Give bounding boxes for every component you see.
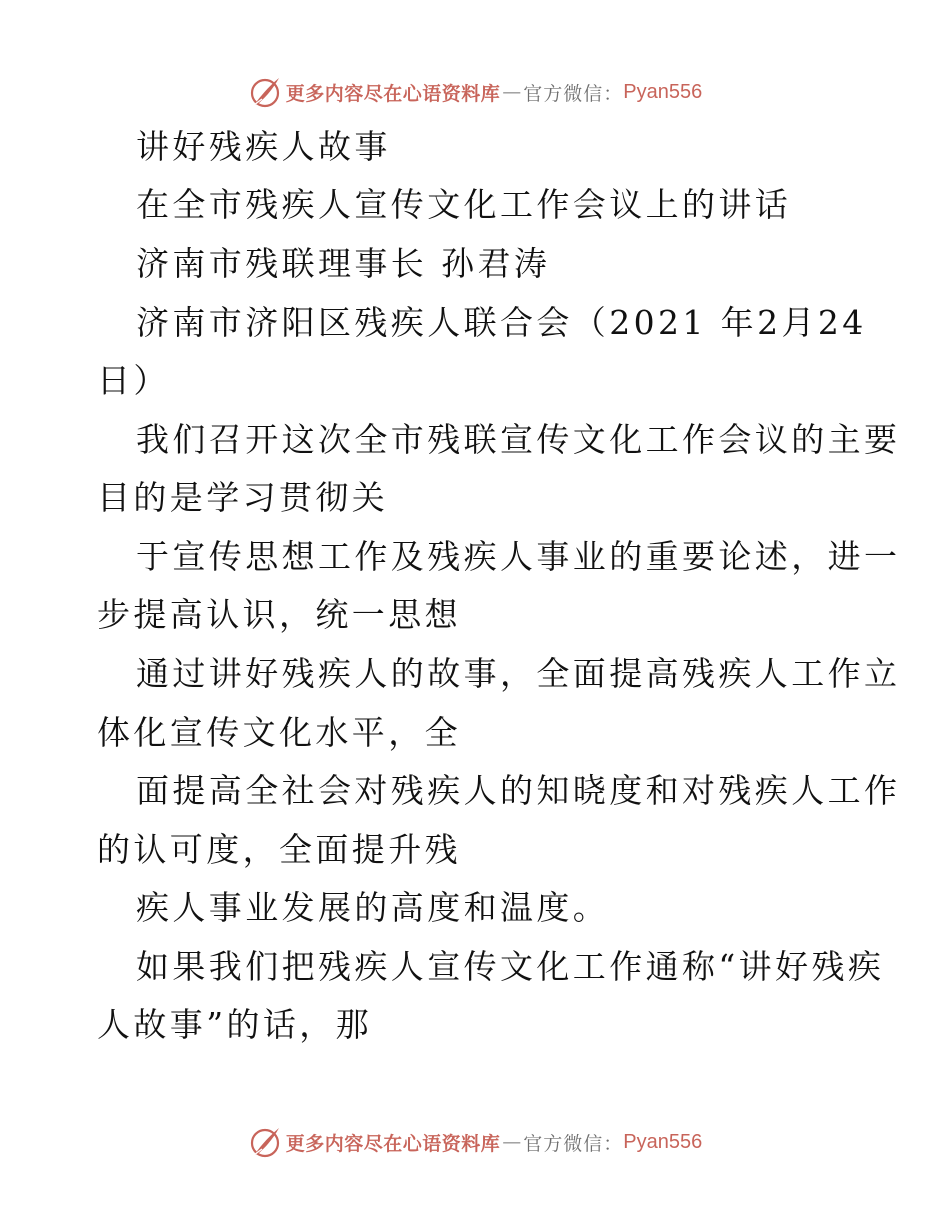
watermark-wechat-id: Pyan556 (623, 80, 703, 103)
watermark-text: 更多内容尽在心语资料库 (285, 82, 501, 105)
paragraph-line: 通过讲好残疾人的故事，全面提高残疾人工作立 (136, 654, 901, 693)
paragraph-line: 于宣传思想工作及残疾人事业的重要论述，进一 (136, 537, 901, 576)
quill-pen-logo-icon (248, 75, 282, 109)
paragraph-line: 如果我们把残疾人宣传文化工作通称“讲好残疾 (136, 947, 885, 986)
watermark-separator: — (502, 1131, 522, 1153)
doc-title: 讲好残疾人故事 (136, 127, 391, 166)
watermark-text: 更多内容尽在心语资料库 (285, 1132, 501, 1155)
doc-subtitle: 在全市残疾人宣传文化工作会议上的讲话 (136, 185, 792, 224)
paragraph-line: 目的是学习贯彻关 (97, 478, 389, 517)
doc-author: 济南市残联理事长 孙君涛 (136, 244, 551, 283)
watermark-label: 官方微信： (523, 1132, 624, 1155)
doc-source-date-cont: 日） (97, 361, 170, 400)
paragraph-line: 的认可度，全面提升残 (97, 830, 461, 869)
paragraph-line: 人故事”的话，那 (97, 1005, 373, 1044)
doc-source-date: 济南市济阳区残疾人联合会（2021 年2月24 (136, 303, 867, 342)
header-watermark (0, 72, 950, 112)
paragraph-line: 疾人事业发展的高度和温度。 (136, 888, 610, 927)
watermark-separator: — (502, 81, 522, 103)
footer-watermark (0, 1122, 950, 1162)
paragraph-line: 我们召开这次全市残联宣传文化工作会议的主要 (136, 420, 901, 459)
watermark-wechat-id: Pyan556 (623, 1130, 703, 1153)
paragraph-line: 步提高认识，统一思想 (97, 595, 461, 634)
paragraph-line: 体化宣传文化水平，全 (97, 713, 461, 752)
paragraph-line: 面提高全社会对残疾人的知晓度和对残疾人工作 (136, 771, 901, 810)
quill-pen-logo-icon (248, 1125, 282, 1159)
watermark-label: 官方微信： (523, 82, 624, 105)
